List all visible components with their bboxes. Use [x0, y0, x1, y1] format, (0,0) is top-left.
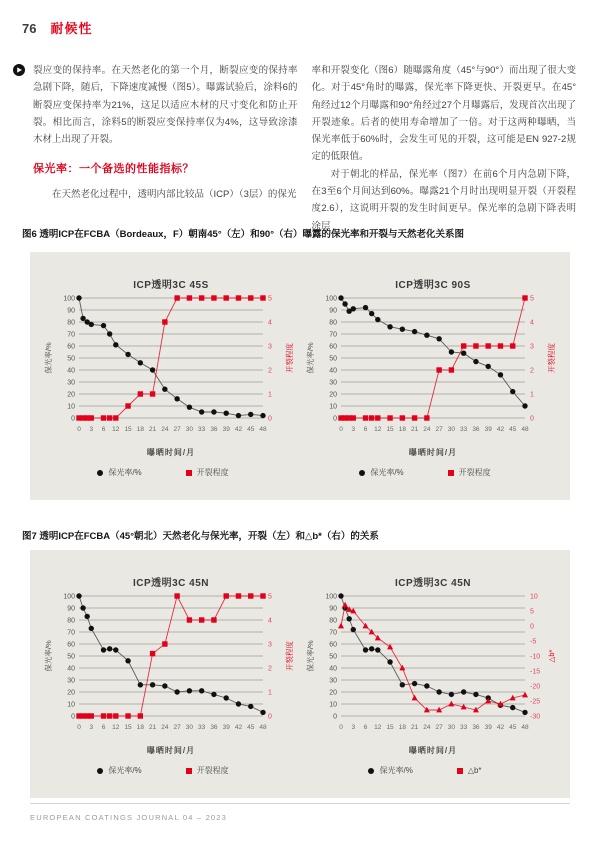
chart-plot-45n-deltab: [304, 591, 559, 745]
svg-text:12: 12: [111, 426, 119, 433]
circle-marker-icon: [368, 768, 374, 774]
legend-item: [97, 467, 141, 478]
svg-text:3: 3: [88, 426, 93, 433]
chart-legend: [97, 467, 228, 478]
svg-text:2: 2: [267, 665, 272, 673]
svg-text:45: 45: [508, 724, 516, 731]
svg-text:5: 5: [267, 593, 272, 601]
square-marker-icon: [457, 768, 463, 774]
svg-text:30: 30: [328, 677, 337, 685]
circle-marker-icon: [97, 768, 103, 774]
svg-text:24: 24: [160, 724, 168, 731]
svg-text:90: 90: [328, 605, 337, 613]
svg-text:48: 48: [258, 724, 267, 731]
svg-text:24: 24: [422, 426, 430, 433]
svg-text:4: 4: [267, 617, 272, 625]
figure6-caption: 图6 透明ICP在FCBA（Bordeaux，F）朝南45°（左）和90°（右）曝露的保光率和开裂与天然老化关系图: [22, 229, 464, 240]
figure7-caption: 图7 透明ICP在FCBA（45°朝北）天然老化与保光率，开裂（左）和△b*（右）的关系: [22, 531, 379, 542]
chart-45n-crack: [38, 574, 300, 798]
page-number: 76: [22, 21, 37, 36]
svg-text:15: 15: [385, 724, 394, 731]
x-axis-label: 曝晒时间/月: [146, 448, 196, 457]
svg-text:45: 45: [246, 724, 254, 731]
svg-text:3: 3: [267, 641, 272, 649]
svg-text:20: 20: [66, 391, 75, 399]
svg-text:0: 0: [332, 713, 337, 721]
chart-title: ICP透明3C 45S: [133, 280, 209, 291]
page-header: [22, 18, 92, 37]
svg-text:12: 12: [111, 724, 119, 731]
svg-text:0: 0: [267, 415, 272, 423]
svg-text:10: 10: [328, 403, 337, 411]
svg-text:21: 21: [410, 426, 418, 433]
svg-text:0: 0: [267, 713, 272, 721]
svg-text:开裂程度: 开裂程度: [284, 343, 294, 373]
svg-text:39: 39: [484, 724, 492, 731]
figure7-panel: [30, 550, 570, 798]
svg-text:42: 42: [234, 724, 242, 731]
svg-text:45: 45: [508, 426, 516, 433]
square-marker-icon: [186, 470, 192, 476]
svg-text:42: 42: [496, 724, 504, 731]
chart-title: ICP透明3C 90S: [395, 280, 471, 291]
svg-text:-20: -20: [529, 683, 540, 691]
svg-text:39: 39: [222, 724, 230, 731]
svg-text:36: 36: [209, 724, 218, 731]
svg-text:30: 30: [447, 426, 455, 433]
svg-text:40: 40: [328, 367, 337, 375]
legend-label: 保光率/%: [108, 468, 142, 477]
chart-legend: [359, 467, 490, 478]
x-axis-label: 曝晒时间/月: [146, 746, 196, 755]
svg-text:10: 10: [529, 593, 538, 601]
svg-text:0: 0: [338, 426, 343, 433]
svg-text:-5: -5: [529, 638, 536, 646]
chart-legend: [97, 765, 228, 776]
svg-text:80: 80: [328, 319, 337, 327]
svg-text:18: 18: [136, 426, 144, 433]
svg-text:20: 20: [66, 689, 75, 697]
svg-text:30: 30: [185, 724, 193, 731]
svg-text:20: 20: [328, 689, 337, 697]
svg-text:4: 4: [529, 319, 534, 327]
svg-text:0: 0: [338, 724, 343, 731]
x-axis-label: 曝晒时间/月: [408, 448, 458, 457]
svg-text:开裂程度: 开裂程度: [546, 343, 556, 373]
svg-text:100: 100: [324, 295, 337, 303]
chart-45n-deltab: [300, 574, 562, 798]
svg-text:1: 1: [267, 391, 272, 399]
legend-label: 保光率/%: [108, 766, 142, 775]
svg-text:70: 70: [328, 629, 337, 637]
svg-text:60: 60: [328, 641, 337, 649]
svg-text:5: 5: [529, 608, 534, 616]
footer-divider: [30, 803, 570, 804]
legend-label: △b*: [467, 766, 482, 775]
svg-text:60: 60: [66, 343, 75, 351]
legend-label: 保光率/%: [370, 468, 404, 477]
svg-text:90: 90: [66, 605, 75, 613]
svg-text:21: 21: [148, 426, 156, 433]
circle-marker-icon: [97, 470, 103, 476]
svg-text:48: 48: [258, 426, 267, 433]
svg-text:60: 60: [328, 343, 337, 351]
svg-text:0: 0: [332, 415, 337, 423]
svg-text:48: 48: [520, 426, 529, 433]
svg-text:36: 36: [471, 724, 480, 731]
chart-plot-90s: [304, 293, 559, 447]
article-body: [33, 62, 576, 235]
legend-item: [359, 467, 403, 478]
legend-item: [97, 765, 141, 776]
svg-text:40: 40: [328, 665, 337, 673]
svg-text:48: 48: [520, 724, 529, 731]
svg-text:36: 36: [471, 426, 480, 433]
left-column: [33, 62, 298, 235]
svg-text:45: 45: [246, 426, 254, 433]
svg-text:15: 15: [123, 724, 132, 731]
footer-journal-name: EUROPEAN COATINGS JOURNAL 04 – 2023: [30, 813, 228, 822]
continued-arrow-icon: [13, 64, 25, 76]
svg-text:3: 3: [350, 426, 355, 433]
svg-text:50: 50: [66, 355, 75, 363]
svg-text:24: 24: [160, 426, 168, 433]
paragraph: 率和开裂变化（图6）随曝露角度（45°与90°）而出现了很大变化。对于45°角时的曝露，保光率下降更快、开裂更早。在45°角经过12个月曝露和90°角经过27个月曝露后，发现首次出现了开裂迹象。后者的使用寿命增加了一倍。对于这两种曝晒，当保光率低于60%时，会发生可见的开裂，这可能是EN 927-2规定的低限值。: [311, 65, 576, 163]
paragraph: 对于朝北的样品，保光率（图7）在前6个月内急剧下降，在3至6个月间达到60%。曝露21个月时出现明显开裂（开裂程度2.6），这说明开裂的发生时间更早。保光率的急剧下降表明涂层: [311, 168, 576, 232]
svg-text:6: 6: [101, 724, 105, 731]
svg-text:0: 0: [70, 415, 75, 423]
svg-text:30: 30: [328, 379, 337, 387]
svg-text:保光率/%: 保光率/%: [43, 640, 53, 672]
svg-text:20: 20: [328, 391, 337, 399]
svg-text:36: 36: [209, 426, 218, 433]
svg-text:1: 1: [267, 689, 272, 697]
svg-text:△b*: △b*: [546, 649, 556, 663]
legend-label: 开裂程度: [196, 468, 229, 477]
svg-text:100: 100: [62, 295, 75, 303]
svg-text:12: 12: [373, 724, 381, 731]
svg-text:70: 70: [328, 331, 337, 339]
svg-text:3: 3: [350, 724, 355, 731]
section-title: 耐候性: [50, 21, 93, 36]
svg-text:18: 18: [398, 724, 406, 731]
svg-text:42: 42: [234, 426, 242, 433]
svg-text:27: 27: [435, 426, 443, 433]
legend-label: 开裂程度: [196, 766, 229, 775]
chart-plot-45n-crack: [42, 591, 297, 745]
legend-label: 保光率/%: [379, 766, 413, 775]
chart-legend: [368, 765, 481, 776]
svg-text:0: 0: [529, 623, 534, 631]
svg-text:0: 0: [529, 415, 534, 423]
svg-text:40: 40: [66, 665, 75, 673]
circle-marker-icon: [359, 470, 365, 476]
svg-text:保光率/%: 保光率/%: [43, 342, 53, 374]
svg-text:39: 39: [484, 426, 492, 433]
svg-text:2: 2: [529, 367, 534, 375]
paragraph: 裂应变的保持率。在天然老化的第一个月，断裂应变的保持率急剧下降，随后，下降速度减慢（图5）。曝露试验后，涂料6的断裂应变保持率为21%，这足以适应木材的尺寸变化和防止开裂。相比而言，涂料5的断裂应变保持率仅为4%，这导致涂漆木材上出现了开裂。: [33, 65, 298, 146]
figure6-panel: [30, 252, 570, 500]
chart-45s: [38, 276, 300, 500]
svg-text:-25: -25: [529, 698, 540, 706]
svg-text:6: 6: [101, 426, 105, 433]
svg-text:50: 50: [328, 355, 337, 363]
svg-text:33: 33: [459, 426, 467, 433]
svg-text:3: 3: [88, 724, 93, 731]
svg-text:3: 3: [529, 343, 534, 351]
svg-text:60: 60: [66, 641, 75, 649]
svg-text:10: 10: [328, 701, 337, 709]
svg-text:30: 30: [66, 379, 75, 387]
legend-item: [448, 467, 491, 478]
svg-text:0: 0: [70, 713, 75, 721]
svg-text:70: 70: [66, 331, 75, 339]
svg-text:6: 6: [363, 426, 367, 433]
svg-text:27: 27: [435, 724, 443, 731]
svg-text:18: 18: [136, 724, 144, 731]
chart-title: ICP透明3C 45N: [132, 578, 210, 589]
svg-text:39: 39: [222, 426, 230, 433]
svg-text:30: 30: [185, 426, 193, 433]
svg-text:90: 90: [328, 307, 337, 315]
svg-text:33: 33: [459, 724, 467, 731]
svg-text:1: 1: [529, 391, 534, 399]
square-marker-icon: [186, 768, 192, 774]
svg-text:开裂程度: 开裂程度: [284, 641, 294, 671]
svg-text:18: 18: [398, 426, 406, 433]
svg-text:12: 12: [373, 426, 381, 433]
svg-text:0: 0: [76, 426, 81, 433]
svg-text:6: 6: [363, 724, 367, 731]
chart-title: ICP透明3C 45N: [394, 578, 472, 589]
svg-text:100: 100: [62, 593, 75, 601]
chart-plot-45s: [42, 293, 297, 447]
svg-text:15: 15: [385, 426, 394, 433]
svg-text:40: 40: [66, 367, 75, 375]
paragraph: 在天然老化过程中，透明内部比较品（ICP）（3层）的保光: [52, 188, 297, 200]
svg-text:50: 50: [328, 653, 337, 661]
svg-text:70: 70: [66, 629, 75, 637]
svg-text:2: 2: [267, 367, 272, 375]
legend-item: [186, 765, 229, 776]
svg-text:27: 27: [173, 724, 181, 731]
svg-text:0: 0: [76, 724, 81, 731]
svg-text:90: 90: [66, 307, 75, 315]
svg-text:30: 30: [66, 677, 75, 685]
x-axis-label: 曝晒时间/月: [408, 746, 458, 755]
svg-text:33: 33: [197, 724, 205, 731]
square-marker-icon: [448, 470, 454, 476]
svg-text:保光率/%: 保光率/%: [305, 342, 315, 374]
svg-text:30: 30: [447, 724, 455, 731]
svg-text:27: 27: [173, 426, 181, 433]
svg-text:5: 5: [529, 295, 534, 303]
svg-text:50: 50: [66, 653, 75, 661]
svg-text:15: 15: [123, 426, 132, 433]
svg-text:10: 10: [66, 701, 75, 709]
svg-text:33: 33: [197, 426, 205, 433]
svg-text:100: 100: [324, 593, 337, 601]
svg-text:-15: -15: [529, 668, 540, 676]
svg-text:-10: -10: [529, 653, 540, 661]
svg-text:21: 21: [148, 724, 156, 731]
subsection-heading: 保光率：一个备选的性能指标？: [33, 163, 194, 176]
svg-text:10: 10: [66, 403, 75, 411]
svg-text:80: 80: [66, 319, 75, 327]
svg-text:80: 80: [66, 617, 75, 625]
svg-text:42: 42: [496, 426, 504, 433]
legend-label: 开裂程度: [458, 468, 491, 477]
legend-item: [186, 467, 229, 478]
svg-text:3: 3: [267, 343, 272, 351]
right-column: [312, 62, 577, 235]
svg-text:保光率/%: 保光率/%: [305, 640, 315, 672]
chart-90s: [300, 276, 562, 500]
svg-text:24: 24: [422, 724, 430, 731]
svg-text:4: 4: [267, 319, 272, 327]
svg-text:80: 80: [328, 617, 337, 625]
svg-text:5: 5: [267, 295, 272, 303]
svg-text:-30: -30: [529, 713, 540, 721]
legend-item: [368, 765, 412, 776]
legend-item: [457, 765, 482, 776]
svg-text:21: 21: [410, 724, 418, 731]
